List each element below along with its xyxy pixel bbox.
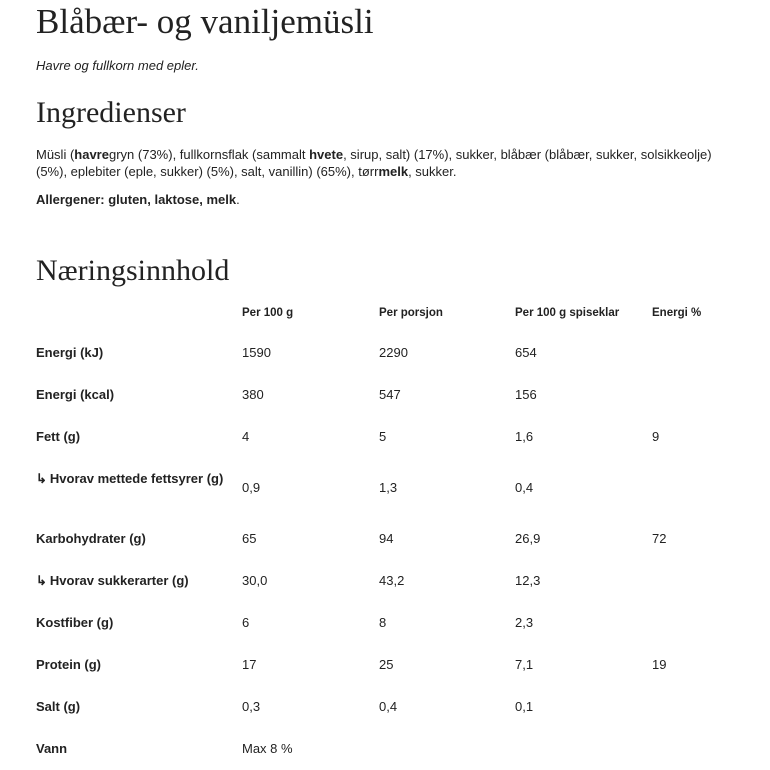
nutrition-cell: 654 bbox=[515, 345, 537, 360]
nutrition-cell: 19 bbox=[652, 657, 667, 672]
nutrition-cell: 25 bbox=[379, 657, 394, 672]
nutrition-cell: 0,3 bbox=[242, 699, 261, 714]
nutrition-cell: 5 bbox=[379, 429, 387, 444]
nutrition-row-label-text: Salt (g) bbox=[36, 699, 81, 714]
nutrition-row-label bbox=[36, 471, 241, 487]
nutrition-cell: 17 bbox=[242, 657, 257, 672]
col-header-per-portion: Per porsjon bbox=[379, 307, 443, 319]
col-header-per-100g: Per 100 g bbox=[242, 307, 294, 319]
ingredient-text-segment: , sirup, salt) (17%), sukker, blåbær (blåbær, sukker, solsikkeolje) (5%), eplebiter (eple, sukker) (5%), salt, vanillin) (65%), tørr bbox=[36, 147, 712, 179]
nutrition-cell: 26,9 bbox=[515, 531, 541, 546]
nutrition-row-label-text: Kostfiber (g) bbox=[36, 615, 114, 630]
nutrition-row-label bbox=[36, 741, 241, 757]
nutrition-cell: 1,6 bbox=[515, 429, 534, 444]
nutrition-row-label-text: Vann bbox=[36, 741, 68, 756]
nutrition-cell: 2,3 bbox=[515, 615, 534, 630]
nutrition-cell: 6 bbox=[242, 615, 250, 630]
nutrition-cell: 7,1 bbox=[515, 657, 534, 672]
nutrition-cell: 0,4 bbox=[379, 699, 398, 714]
nutrition-cell: 0,1 bbox=[515, 699, 534, 714]
nutrition-row-label-text: Hvorav sukkerarter (g) bbox=[49, 573, 189, 588]
nutrition-cell: 2290 bbox=[379, 345, 408, 360]
col-header-energy-percent: Energi % bbox=[652, 307, 702, 319]
ingredients-heading: Ingredienser bbox=[36, 96, 186, 129]
nutrition-row-label-text: Protein (g) bbox=[36, 657, 101, 672]
nutrition-row-label bbox=[36, 615, 241, 631]
nutrition-cell: 380 bbox=[242, 387, 264, 402]
ingredient-text-segment: Müsli ( bbox=[36, 147, 75, 162]
col-header-per-100g-ready: Per 100 g spiseklar bbox=[515, 307, 620, 319]
nutrition-cell: 72 bbox=[652, 531, 667, 546]
nutrition-row-label bbox=[36, 699, 241, 715]
nutrition-cell: 547 bbox=[379, 387, 401, 402]
sub-item-arrow-icon: ↳ bbox=[36, 471, 47, 486]
nutrition-cell: 1,3 bbox=[379, 480, 398, 495]
nutrition-cell: 12,3 bbox=[515, 573, 541, 588]
nutrition-row-label bbox=[36, 345, 241, 361]
allergens-end: . bbox=[236, 192, 240, 207]
nutrition-row-label bbox=[36, 531, 241, 547]
nutrition-row-label-text: Energi (kJ) bbox=[36, 345, 104, 360]
nutrition-cell: 156 bbox=[515, 387, 537, 402]
nutrition-row-label-text: Karbohydrater (g) bbox=[36, 531, 146, 546]
nutrition-row-label bbox=[36, 387, 241, 403]
nutrition-cell: 94 bbox=[379, 531, 394, 546]
product-subtitle: Havre og fullkorn med epler. bbox=[36, 58, 199, 73]
nutrition-cell: Max 8 % bbox=[242, 741, 293, 756]
nutrition-cell: 65 bbox=[242, 531, 257, 546]
ingredient-text-segment: gryn (73%), fullkornsflak (sammalt bbox=[108, 147, 310, 162]
ingredient-text-segment: , sukker. bbox=[408, 164, 457, 179]
nutrition-cell: 0,4 bbox=[515, 480, 534, 495]
nutrition-cell: 1590 bbox=[242, 345, 271, 360]
nutrition-cell: 9 bbox=[652, 429, 660, 444]
nutrition-row-label bbox=[36, 573, 241, 589]
nutrition-heading: Næringsinnhold bbox=[36, 254, 230, 287]
nutrition-row-label bbox=[36, 429, 241, 445]
nutrition-cell: 30,0 bbox=[242, 573, 268, 588]
nutrition-row-label-text: Hvorav mettede fettsyrer (g) bbox=[49, 471, 224, 486]
nutrition-cell: 4 bbox=[242, 429, 250, 444]
sub-item-arrow-icon: ↳ bbox=[36, 573, 47, 588]
nutrition-row-label-text: Energi (kcal) bbox=[36, 387, 115, 402]
nutrition-cell: 0,9 bbox=[242, 480, 261, 495]
nutrition-row-label-text: Fett (g) bbox=[36, 429, 81, 444]
allergens-line bbox=[36, 192, 240, 207]
allergen-word: havre bbox=[74, 147, 109, 162]
allergen-word: hvete bbox=[309, 147, 344, 162]
nutrition-cell: 8 bbox=[379, 615, 387, 630]
nutrition-row-label bbox=[36, 657, 241, 673]
allergen-word: melk bbox=[378, 164, 409, 179]
ingredients-text bbox=[36, 146, 716, 180]
nutrition-cell: 43,2 bbox=[379, 573, 405, 588]
page-title: Blåbær- og vaniljemüsli bbox=[36, 2, 374, 41]
allergens-label: Allergener: gluten, laktose, melk bbox=[36, 192, 237, 207]
